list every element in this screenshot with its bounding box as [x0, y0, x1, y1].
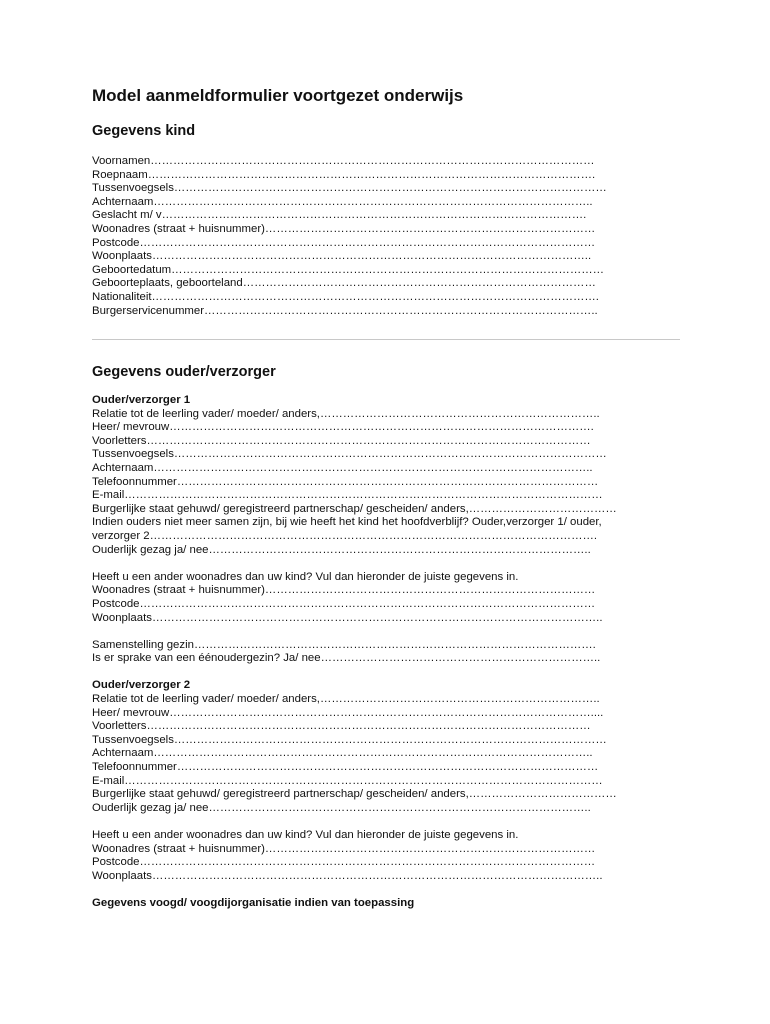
o1-relatie: Relatie tot de leerling vader/ moeder/ anders,……………………………………………………………….. — [92, 407, 600, 420]
o2-tussenvoegsels: Tussenvoegsels…………………………………………………………………………………………………… — [92, 733, 607, 746]
o1-burgerlijke-staat: Burgerlijke staat gehuwd/ geregistreerd partnerschap/ gescheiden/ anders,………………………………… — [92, 502, 617, 515]
field-line-achternaam: Achternaam…………………………………………………………………………………………………….. — [92, 195, 593, 208]
o1-hoofdverblijf: Indien ouders niet meer samen zijn, bij wie heeft het kind het hoofdverblijf? Ouder,verzorger 1/ ouder, — [92, 516, 602, 529]
ouder1-label: Ouder/verzorger 1 — [92, 394, 191, 406]
field-line-postcode: Postcode………………………………………………………………………………………………………… — [92, 236, 596, 249]
ouder2-label: Ouder/verzorger 2 — [92, 679, 191, 692]
ouder-fields — [92, 394, 682, 911]
o2-achternaam: Achternaam…………………………………………………………………………………………………….. — [92, 747, 593, 760]
field-line-woonplaats: Woonplaats…………………………………………………………………………………………………….. — [92, 250, 592, 263]
field-line-geboorteplaats: Geboorteplaats, geboorteland………………………………………………………………………………… — [92, 277, 596, 290]
field-line-roepnaam: Roepnaam………………………………………………………………………………………………………. — [92, 168, 596, 181]
spacer — [92, 557, 682, 571]
o2-voorletters: Voorletters……………………………………………………………………………………………………… — [92, 720, 591, 733]
o2-adres-vraag: Heeft u een ander woonadres dan uw kind? Vul dan hieronder de juiste gegevens in. — [92, 829, 519, 841]
o2-burgerlijke-staat: Burgerlijke staat gehuwd/ geregistreerd partnerschap/ gescheiden/ anders,………………………………… — [92, 788, 617, 801]
samenstelling-gezin: Samenstelling gezin……………………………………………………………………………………………. — [92, 638, 596, 651]
o1-woonadres: Woonadres (straat + huisnummer)…………………………………………………………………………… — [92, 584, 596, 597]
section-divider — [92, 339, 680, 340]
o2-gezag: Ouderlijk gezag ja/ nee……………………………………………………………………………………….. — [92, 801, 591, 814]
o1-achternaam: Achternaam…………………………………………………………………………………………………….. — [92, 461, 593, 474]
o1-adres-vraag: Heeft u een ander woonadres dan uw kind? Vul dan hieronder de juiste gegevens in. — [92, 570, 519, 583]
o2-telefoon: Telefoonnummer………………………………………………………………………………………………… — [92, 761, 599, 774]
section-heading-kind: Gegevens kind — [92, 123, 196, 139]
field-line-tussenvoegsels: Tussenvoegsels…………………………………………………………………………………………………… — [92, 182, 607, 195]
o2-woonplaats: Woonplaats……………………………………………………………………………………………………….. — [92, 869, 603, 882]
o1-telefoon: Telefoonnummer………………………………………………………………………………………………… — [92, 475, 599, 488]
voogd-heading: Gegevens voogd/ voogdijorganisatie indien van toepassing — [92, 896, 415, 909]
kind-fields — [92, 155, 682, 318]
spacer — [92, 666, 682, 680]
section-heading-ouder: Gegevens ouder/verzorger — [92, 364, 276, 380]
field-line-voornamen: Voornamen……………………………………………………………………………………………………… — [92, 155, 595, 167]
o1-voorletters: Voorletters……………………………………………………………………………………………………… — [92, 434, 591, 447]
eenoudergezin: Is er sprake van een éénoudergezin? Ja/ nee……………………………………………………………….. — [92, 652, 601, 665]
o2-relatie: Relatie tot de leerling vader/ moeder/ anders,……………………………………………………………….. — [92, 693, 600, 706]
spacer — [92, 815, 682, 829]
o1-tussenvoegsels: Tussenvoegsels…………………………………………………………………………………………………… — [92, 448, 607, 461]
spacer — [92, 625, 682, 639]
o1-postcode: Postcode………………………………………………………………………………………………………… — [92, 597, 596, 610]
o2-postcode: Postcode………………………………………………………………………………………………………… — [92, 856, 596, 869]
spacer — [92, 883, 682, 897]
field-line-nationaliteit: Nationaliteit………………………………………………………………………………………………………. — [92, 290, 599, 303]
page-title: Model aanmeldformulier voortgezet onderwijs — [92, 86, 464, 105]
field-line-geslacht: Geslacht m/ v…………………………………………………………………………………………………. — [92, 209, 587, 222]
field-line-woonadres: Woonadres (straat + huisnummer)…………………………………………………………………………… — [92, 222, 596, 235]
o1-hoofdverblijf-vervolg: verzorger 2………………………………………………………………………………………………………. — [92, 529, 598, 542]
o1-woonplaats: Woonplaats……………………………………………………………………………………………………….. — [92, 611, 603, 624]
field-line-bsn: Burgerservicenummer………………………………………………………………………………………….. — [92, 304, 598, 317]
o1-aanhef: Heer/ mevrouw…………………………………………………………………………………………………. — [92, 421, 594, 434]
o2-woonadres: Woonadres (straat + huisnummer)…………………………………………………………………………… — [92, 842, 596, 855]
o1-gezag: Ouderlijk gezag ja/ nee……………………………………………………………………………………….. — [92, 543, 591, 556]
o2-aanhef: Heer/ mevrouw………………………………………………………………………………………………….... — [92, 706, 604, 719]
field-line-geboortedatum: Geboortedatum…………………………………………………………………………………………………… — [92, 263, 604, 276]
o1-email: E-mail……………………………………………………………………………………………………………… — [92, 489, 603, 502]
o2-email: E-mail……………………………………………………………………………………………………………… — [92, 774, 603, 787]
